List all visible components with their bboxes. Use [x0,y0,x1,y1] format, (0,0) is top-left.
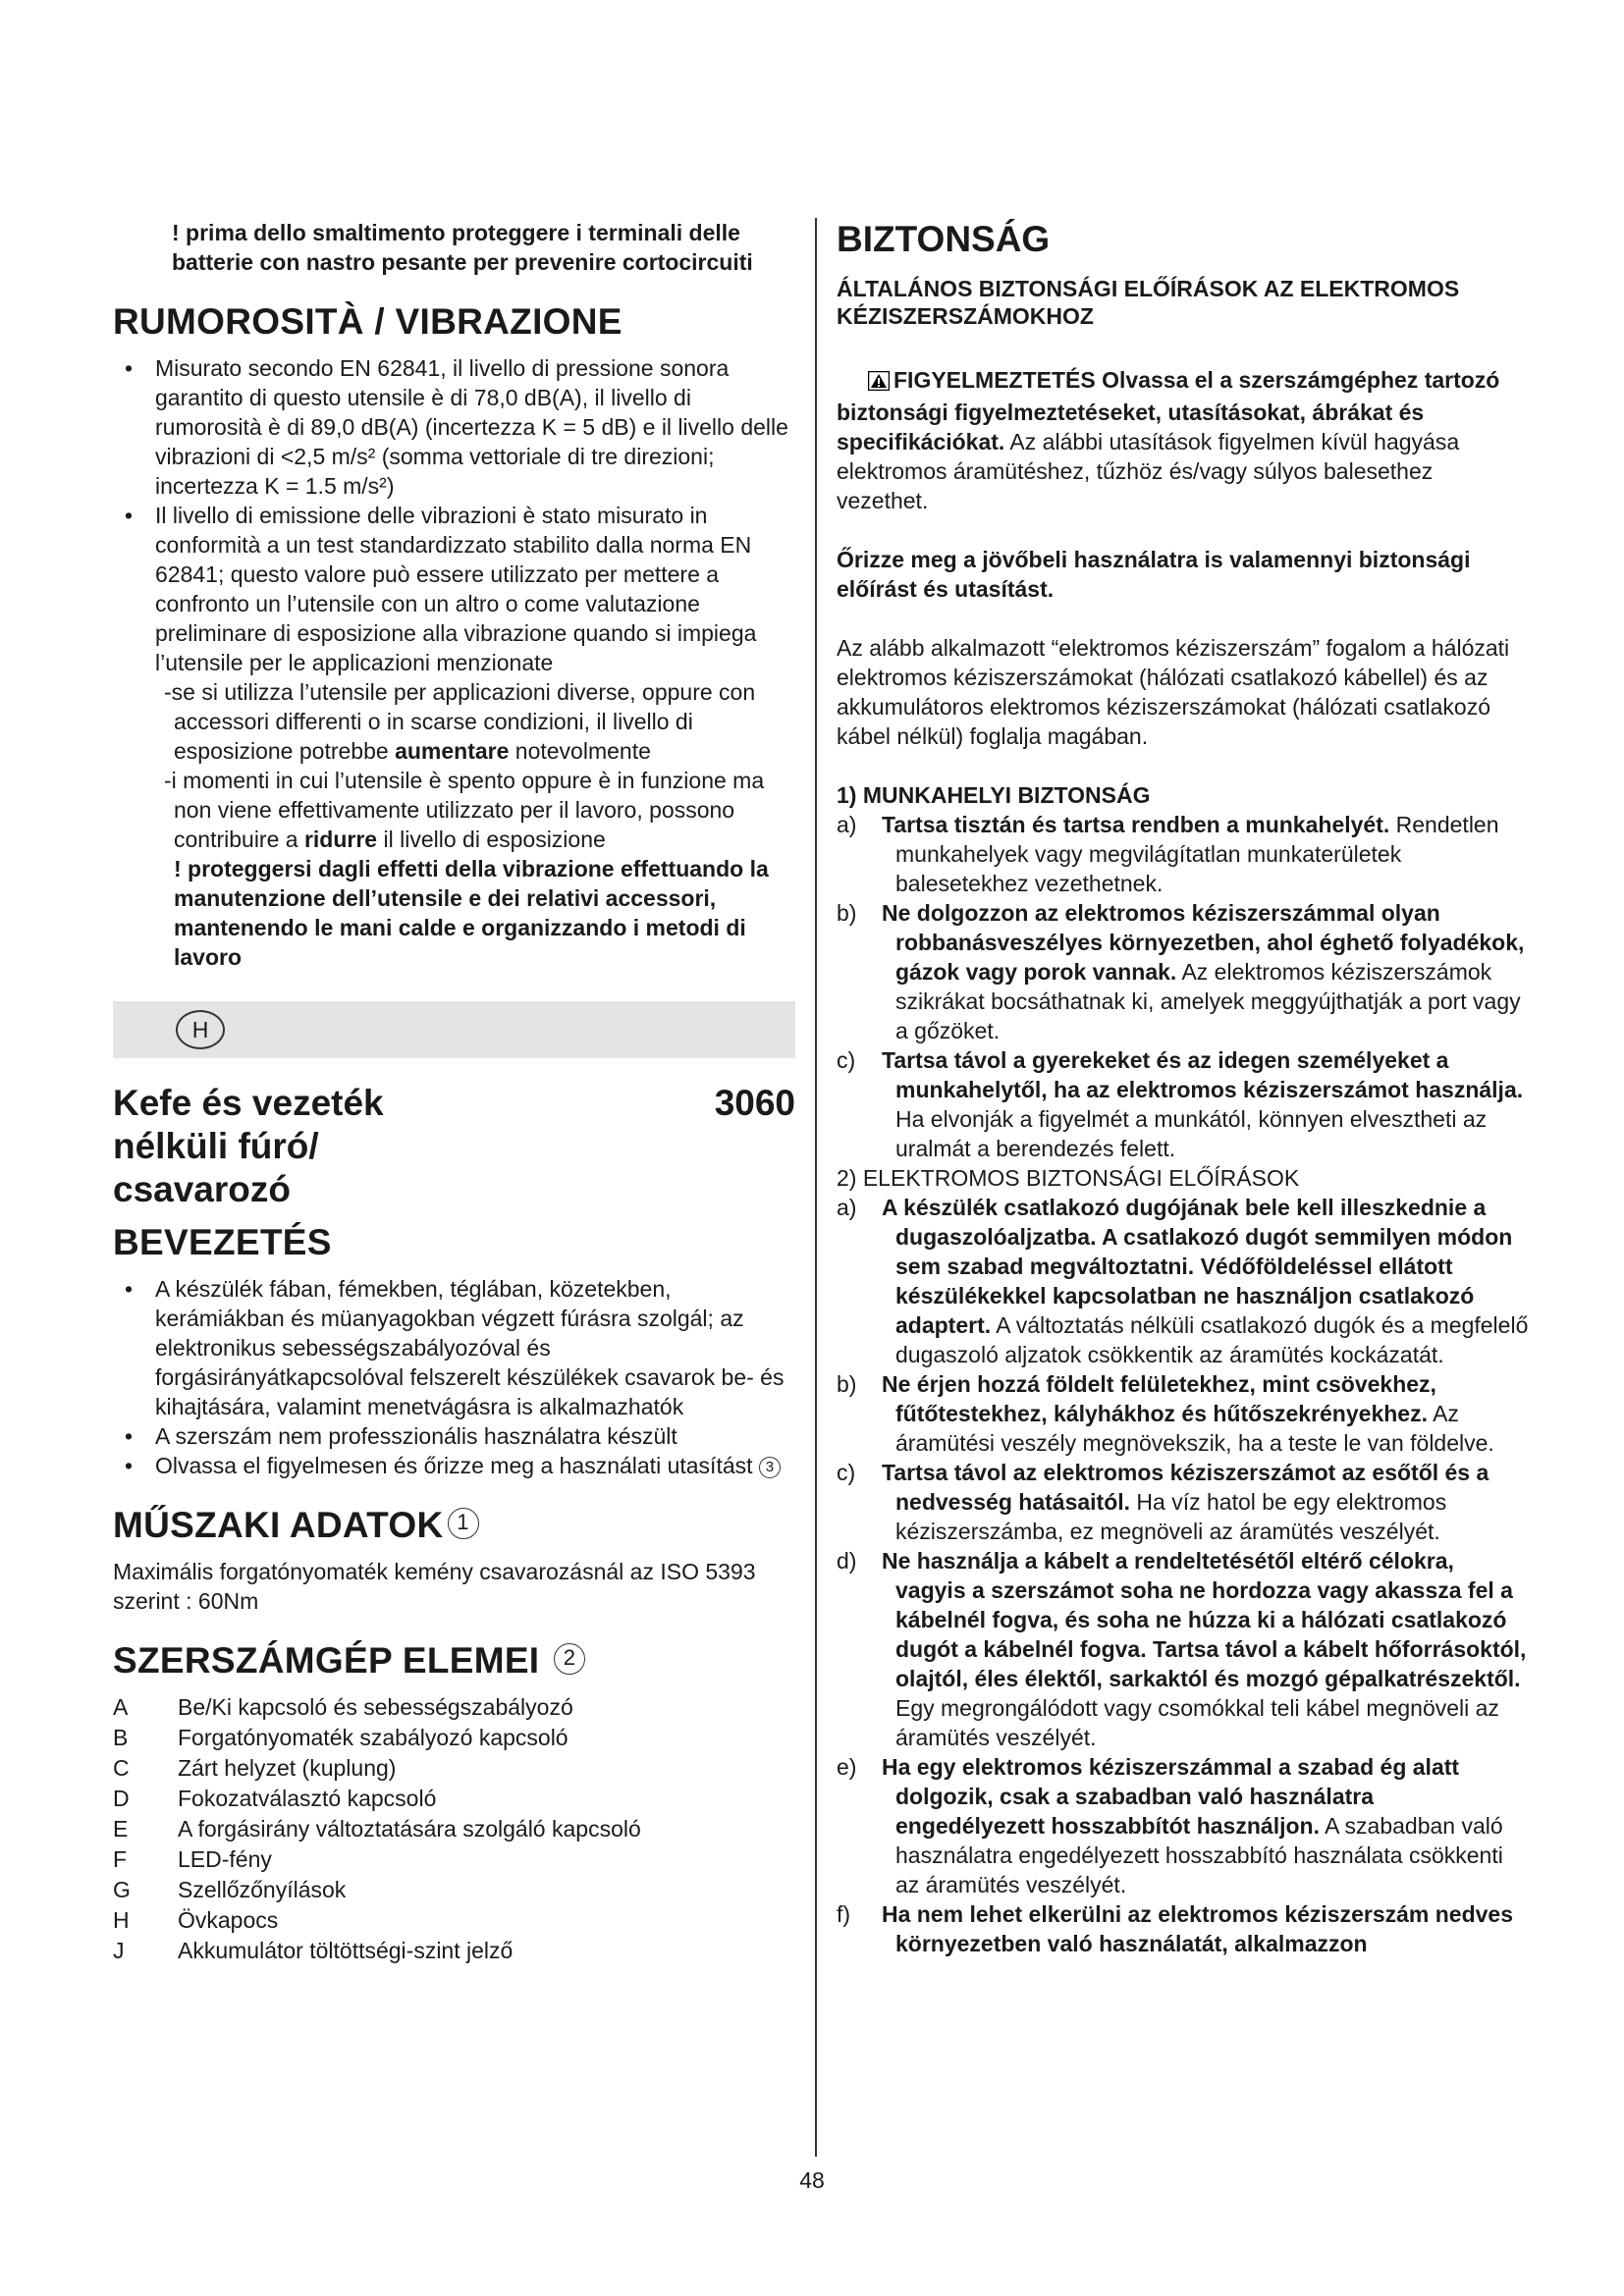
column-divider [815,218,817,2157]
keep-instructions-note: Őrizze meg a jövőbeli használatra is valamennyi biztonsági előírást és utasítást. [837,547,1471,602]
part-row: B Forgatónyomaték szabályozó kapcsoló [113,1725,568,1750]
figure-ref-1: 1 [448,1508,479,1539]
part-row: D Fokozatválasztó kapcsoló [113,1786,437,1811]
power-tool-definition: Az alább alkalmazott “elektromos kéziszerszám” fogalom a hálózati elektromos kéziszerszámokat (hálózati csatlakozó kábellel) és az akkumulátoros elektromos kéziszerszámokat (hálózati csatlakozó kábel nélkül) foglalja magában. [837,635,1510,749]
part-row: F LED-fény [113,1846,272,1872]
intro-bullet-2: • A szerszám nem professzionális használatra készült [113,1421,795,1451]
part-row: C Zárt helyzet (kuplung) [113,1755,397,1781]
intro-bullet-3: • Olvassa el figyelmesen és őrizze meg a használati utasítást 3 [113,1451,795,1480]
noise-bullet-1: • Misurato secondo EN 62841, il livello di pressione sonora garantito di questo utensile è di 78,0 dB(A), il livello di rumorosità è di 89,0 dB(A) (incertezza K = 5 dB) e il livello delle vibrazioni di <2,5 m/s² (somma vettoriale di tre direzioni; incertezza K = 1.5 m/s²) [113,353,795,501]
page-number: 48 [799,2167,825,2193]
electrical-rule: f) Ha nem lehet elkerülni az elektromos kéziszerszám nedves környezetben való használatát, alkalmazzon [837,1901,1514,1956]
model-number: 3060 [714,1083,795,1123]
work-area-rule: a) Tartsa tisztán és tartsa rendben a munkahelyét. Rendetlen munkahelyek vagy megvilágítatlan munkaterületek balesetekhez vezethetnek. [837,812,1499,896]
noise-list [113,353,795,677]
right-column [837,218,1529,1958]
language-bar [113,1001,795,1058]
parts-list [113,1692,795,1966]
language-code-badge: H [176,1010,225,1049]
electrical-rule: d) Ne használja a kábelt a rendeltetésétől eltérő célokra, vagyis a szerszámot soha ne hordozza vagy akassza fel a kábelnél fogva, és soha ne húzza ki a hálózati csatlakozó dugót a kábelnél fogva. Tartsa távol a kábelt hőforrásoktól, olajtól, éles élektől, sarkaktól és mozgó gépalkatrészektől. Egy megrongálódott vagy csomókkal teli kábel megnöveli az áramütés veszélyét. [837,1548,1527,1750]
parts-heading: SZERSZÁMGÉP ELEMEI 2 [113,1639,795,1682]
product-header [113,1082,795,1211]
figure-ref-3: 3 [759,1457,781,1478]
electrical-rule: b) Ne érjen hozzá földelt felületekhez, mint csövekhez, fűtőtestekhez, kályhákhoz és hűtőszekrényekhez. Az áramütési veszély megnövekszik, ha a teste le van földelve. [837,1371,1494,1456]
part-row: A Be/Ki kapcsoló és sebességszabályozó [113,1694,573,1720]
warning-icon [868,368,890,398]
tech-data-text: Maximális forgatónyomaték kemény csavarozásnál az ISO 5393 szerint : 60Nm [113,1559,756,1614]
part-row: H Övkapocs [113,1907,279,1933]
tech-data-heading: MŰSZAKI ADATOK 1 [113,1504,795,1547]
safety-heading: BIZTONSÁG [837,219,1051,259]
electrical-safety-heading: 2) ELEKTROMOS BIZTONSÁGI ELŐÍRÁSOK [837,1165,1300,1191]
introduction-list [113,1274,795,1480]
general-warning: FIGYELMEZTETÉS Olvassa el a szerszámgéphez tartozó biztonsági figyelmeztetéseket, utasításokat, ábrákat és specifikációkat. Az alábbi utasítások figyelmen kívül hagyása elektromos áramütéshez, tűzhöz és/vagy súlyos balesethez vezethet. [837,367,1500,513]
safety-subheading: ÁLTALÁNOS BIZTONSÁGI ELŐÍRÁSOK AZ ELEKTROMOS KÉZISZERSZÁMOKHOZ [837,276,1460,329]
part-row: G Szellőzőnyílások [113,1877,347,1902]
left-column [113,218,795,1966]
vibration-protection-note: ! proteggersi dagli effetti della vibrazione effettuando la manutenzione dell’utensile e dei relativi accessori, mantenendo le mani calde e organizzando i metodi di lavoro [174,856,769,970]
product-name: Kefe és vezeték nélküli fúró/ csavarozó [113,1083,384,1209]
part-row: J Akkumulátor töltöttségi-szint jelző [113,1938,514,1963]
noise-heading: RUMOROSITÀ / VIBRAZIONE [113,301,623,342]
exposure-increase-note: -se si utilizza l’utensile per applicazioni diverse, oppure con accessori differenti o in scarse condizioni, il livello di esposizione potrebbe aumentare notevolmente [164,679,756,764]
intro-bullet-1: • A készülék fában, fémekben, téglában, közetekben, kerámiákban és müanyagokban végzett fúrásra szolgál; az elektronikus sebességszabályozóval és forgásirányátkapcsolóval felszerelt készülékek csavarok be- és kihajtására, valamint menetvágásra is alkalmazhatók [113,1274,795,1421]
introduction-heading: BEVEZETÉS [113,1222,332,1262]
work-area-rule: b) Ne dolgozzon az elektromos kéziszerszámmal olyan robbanásveszélyes környezetben, ahol éghető folyadékok, gázok vagy porok vannak. Az elektromos kéziszerszámok szikrákat bocsáthatnak ki, amelyek meggyújthatják a port vagy a gőzöket. [837,900,1525,1043]
battery-disposal-warning: ! prima dello smaltimento proteggere i terminali delle batterie con nastro pesante per prevenire cortocircuiti [172,220,753,275]
figure-ref-2: 2 [554,1643,585,1675]
exposure-reduce-note: -i momenti in cui l’utensile è spento oppure è in funzione ma non viene effettivamente utilizzato per il lavoro, possono contribuire a ridurre il livello di esposizione [164,768,765,852]
work-area-safety-heading: 1) MUNKAHELYI BIZTONSÁG [837,782,1151,808]
electrical-rule: c) Tartsa távol az elektromos kéziszerszámot az esőtől és a nedvesség hatásaitól. Ha víz hatol be egy elektromos kéziszerszámba, ez megnöveli az áramütés veszélyét. [837,1460,1489,1544]
electrical-rule: e) Ha egy elektromos kéziszerszámmal a szabad ég alatt dolgozik, csak a szabadban való használatra engedélyezett hosszabbítót használjon. A szabadban való használatra engedélyezett hosszabbító használata csökkenti az áramütés veszélyét. [837,1754,1503,1897]
electrical-rule: a) A készülék csatlakozó dugójának bele kell illeszkednie a dugaszolóaljzatba. A csatlakozó dugót semmilyen módon sem szabad megváltoztatni. Védőföldeléssel ellátott készülékekkel kapcsolatban ne használjon csatlakozó adaptert. A változtatás nélküli csatlakozó dugók és a megfelelő dugaszoló aljzatok csökkentik az áramütés kockázatát. [837,1195,1529,1367]
part-row: E A forgásirány változtatására szolgáló kapcsoló [113,1816,641,1842]
noise-bullet-2: • Il livello di emissione delle vibrazioni è stato misurato in conformità a un test standardizzato stabilito dalla norma EN 62841; questo valore può essere utilizzato per mettere a confronto un l’utensile con un altro o come valutazione preliminare di esposizione alla vibrazione quando si impiega l’utensile per le applicazioni menzionate [113,501,795,677]
work-area-rule: c) Tartsa távol a gyerekeket és az idegen személyeket a munkahelytől, ha az elektromos kéziszerszámot használja. Ha elvonják a figyelmét a munkától, könnyen elvesztheti az uralmát a berendezés felett. [837,1047,1524,1161]
